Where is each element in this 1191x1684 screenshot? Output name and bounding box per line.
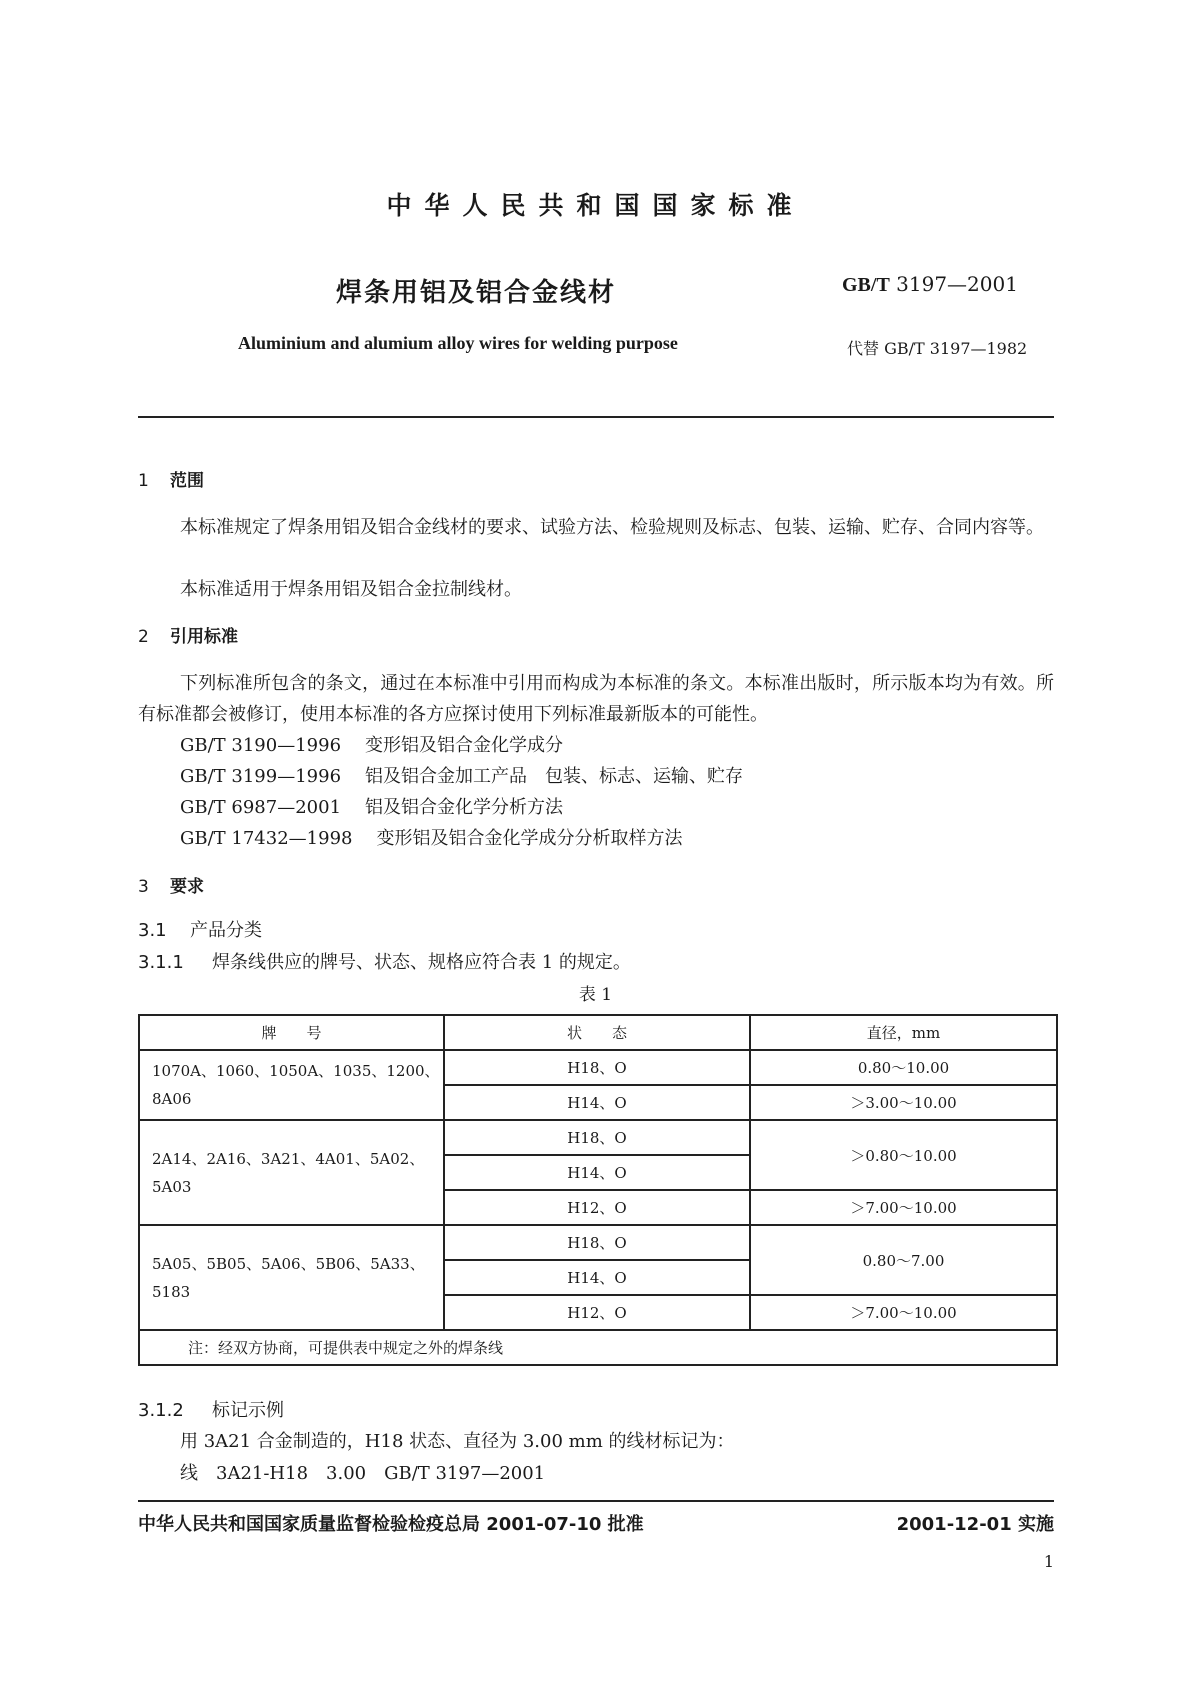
grade-line: 8A06 [152,1090,192,1108]
subsection-number: 3.1.1 [138,952,184,973]
reference-title: 铝及铝合金加工产品 包装、标志、运输、贮存 [365,766,744,787]
table-caption: 表 1 [578,985,613,1005]
table-header-cell: 直径，mm [750,1015,1057,1050]
table-row [139,1225,1057,1260]
section-title: 范围 [170,471,204,491]
reference-item [180,792,563,823]
diameter-cell: 0.80～10.00 [750,1050,1057,1085]
diameter-cell: ＞7.00～10.00 [750,1190,1057,1225]
page-number: 1 [1043,1552,1054,1571]
header-divider [138,416,1054,418]
marking-example-intro: 用 3A21 合金制造的，H18 状态、直径为 3.00 mm 的线材标记为： [180,1431,735,1452]
reference-title: 变形铝及铝合金化学成分 [365,735,564,756]
document-title-en: Aluminium and alumium alloy wires for welding purpose [238,333,678,353]
section-title: 要求 [170,877,204,897]
subsection-3-1-2 [138,1396,284,1422]
section-1-paragraph-1: 本标准规定了焊条用铝及铝合金线材的要求、试验方法、检验规则及标志、包装、运输、贮存、合同内容等。 [180,517,1044,538]
state-cell: H14、O [444,1155,750,1190]
table-header-row [139,1015,1057,1050]
state-cell: H14、O [444,1085,750,1120]
table-note: 注：经双方协商，可提供表中规定之外的焊条线 [139,1330,1057,1365]
reference-code: GB/T 3199—1996 [180,766,342,787]
section-2-heading [138,622,238,647]
grade-cell [139,1120,444,1225]
issuer-approval: 中华人民共和国国家质量监督检验检疫总局 2001-07-10 批准 [138,1514,644,1535]
document-title-cn: 焊条用铝及铝合金线材 [336,278,617,308]
effective-date: 2001-12-01 实施 [896,1514,1054,1535]
state-cell: H18、O [444,1050,750,1085]
grade-line: 2A14、2A16、3A21、4A01、5A02、 [152,1149,425,1168]
table-row [139,1050,1057,1085]
table-note-row [139,1330,1057,1365]
section-2-paragraph-1: 下列标准所包含的条文，通过在本标准中引用而构成为本标准的条文。本标准出版时，所示版本均为有效。所有标准都会被修订，使用本标准的各方应探讨使用下列标准最新版本的可能性。 [138,673,1054,725]
subsection-title: 标记示例 [212,1400,284,1421]
section-title: 引用标准 [170,627,238,647]
section-3-heading [138,872,204,897]
standard-number [842,272,1018,297]
table-header-cell: 状 态 [444,1015,750,1050]
grade-line: 5A03 [152,1177,192,1196]
reference-title: 铝及铝合金化学分析方法 [365,797,564,818]
subsection-3-1-1 [138,948,631,974]
standard-number-value: 3197—2001 [896,272,1018,296]
reference-code: GB/T 6987—2001 [180,797,342,818]
section-number: 2 [138,627,149,647]
reference-item [180,730,563,761]
diameter-cell: ＞3.00～10.00 [750,1085,1057,1120]
subsection-number: 3.1 [138,920,167,941]
table-row [139,1120,1057,1155]
reference-item [180,761,743,792]
state-cell: H18、O [444,1225,750,1260]
section-1-heading [138,466,204,491]
reference-title: 变形铝及铝合金化学成分分析取样方法 [376,828,683,849]
reference-code: GB/T 17432—1998 [180,828,353,849]
marking-example: 线 3A21-H18 3.00 GB/T 3197—2001 [180,1463,546,1484]
section-number: 1 [138,471,149,491]
subsection-number: 3.1.2 [138,1400,184,1421]
footer-divider [138,1500,1054,1502]
subsection-3-1 [138,916,262,942]
diameter-cell: ＞7.00～10.00 [750,1295,1057,1330]
table-1 [138,1014,1058,1366]
replaces-note: 代替 GB/T 3197—1982 [847,339,1028,358]
diameter-cell: 0.80～7.00 [750,1225,1057,1295]
subsection-text: 焊条线供应的牌号、状态、规格应符合表 1 的规定。 [212,952,631,973]
reference-code: GB/T 3190—1996 [180,735,342,756]
standard-name: 中华人民共和国国家标准 [386,191,805,220]
state-cell: H12、O [444,1295,750,1330]
section-number: 3 [138,877,149,897]
table-header-cell: 牌 号 [139,1015,444,1050]
reference-item [180,823,682,854]
grade-cell [139,1050,444,1120]
state-cell: H18、O [444,1120,750,1155]
state-cell: H14、O [444,1260,750,1295]
standard-number-prefix: GB/T [842,274,890,296]
diameter-cell: ＞0.80～10.00 [750,1120,1057,1190]
grade-cell: 5A05、5B05、5A06、5B06、5A33、5183 [139,1225,444,1330]
state-cell: H12、O [444,1190,750,1225]
grade-line: 1070A、1060、1050A、1035、1200、 [152,1062,440,1080]
subsection-title: 产品分类 [190,920,262,941]
section-1-paragraph-2: 本标准适用于焊条用铝及铝合金拉制线材。 [180,579,522,600]
